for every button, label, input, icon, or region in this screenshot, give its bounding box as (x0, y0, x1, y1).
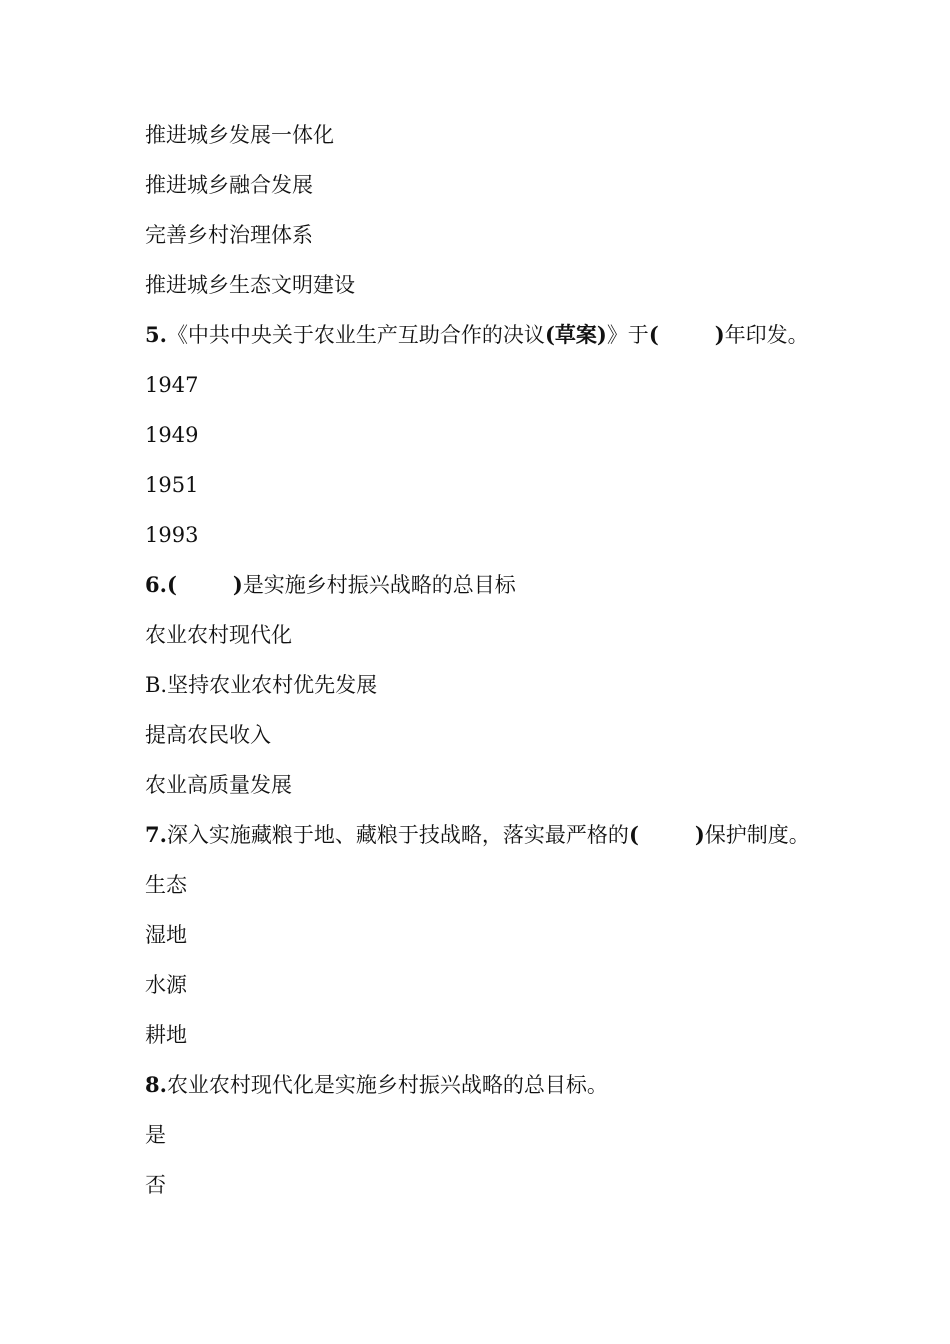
question-text: 》于 (606, 323, 649, 347)
question-text: 深入实施藏粮于地、藏粮于技战略，落实最严格的 (166, 823, 629, 847)
blank-close-paren: ) (694, 822, 705, 847)
question-text: 是实施乡村振兴战略的总目标 (242, 573, 516, 597)
q7-option-3: 水源 (145, 973, 187, 997)
question-number: 7. (145, 822, 167, 847)
q5-option-2: 1949 (145, 423, 199, 447)
q6-option-4: 农业高质量发展 (145, 773, 292, 797)
blank-close-paren: ) (232, 572, 243, 597)
document-page (145, 110, 905, 1210)
option-prev-2: 推进城乡融合发展 (145, 173, 313, 197)
question-text-bold: (草案) (544, 322, 607, 347)
question-text: 年印发。 (724, 323, 809, 347)
q6-option-2: B.坚持农业农村优先发展 (145, 673, 378, 697)
blank-open-paren: ( (628, 822, 639, 847)
question-5 (145, 310, 905, 360)
option-prev-1: 推进城乡发展一体化 (145, 123, 334, 147)
blank-close-paren: ) (714, 322, 725, 347)
q7-option-1: 生态 (145, 873, 187, 897)
q7-option-4: 耕地 (145, 1023, 187, 1047)
question-8 (145, 1060, 905, 1110)
question-text: 《中共中央关于农业生产互助合作的决议 (166, 323, 545, 347)
question-number: 8. (145, 1072, 167, 1097)
blank-open-paren: ( (166, 572, 177, 597)
q6-option-3: 提高农民收入 (145, 723, 271, 747)
blank-open-paren: ( (648, 322, 659, 347)
question-text: 农业农村现代化是实施乡村振兴战略的总目标。 (166, 1073, 608, 1097)
q5-option-3: 1951 (145, 473, 199, 497)
option-prev-4: 推进城乡生态文明建设 (145, 273, 355, 297)
question-number: 6. (145, 572, 167, 597)
q7-option-2: 湿地 (145, 923, 187, 947)
q6-option-1: 农业农村现代化 (145, 623, 292, 647)
question-6 (145, 560, 905, 610)
q8-option-1: 是 (145, 1123, 166, 1147)
question-7 (145, 810, 905, 860)
q8-option-2: 否 (145, 1173, 166, 1197)
option-prev-3: 完善乡村治理体系 (145, 223, 313, 247)
q5-option-1: 1947 (145, 373, 199, 397)
question-number: 5. (145, 322, 167, 347)
q5-option-4: 1993 (145, 523, 199, 547)
question-text: 保护制度。 (704, 823, 810, 847)
